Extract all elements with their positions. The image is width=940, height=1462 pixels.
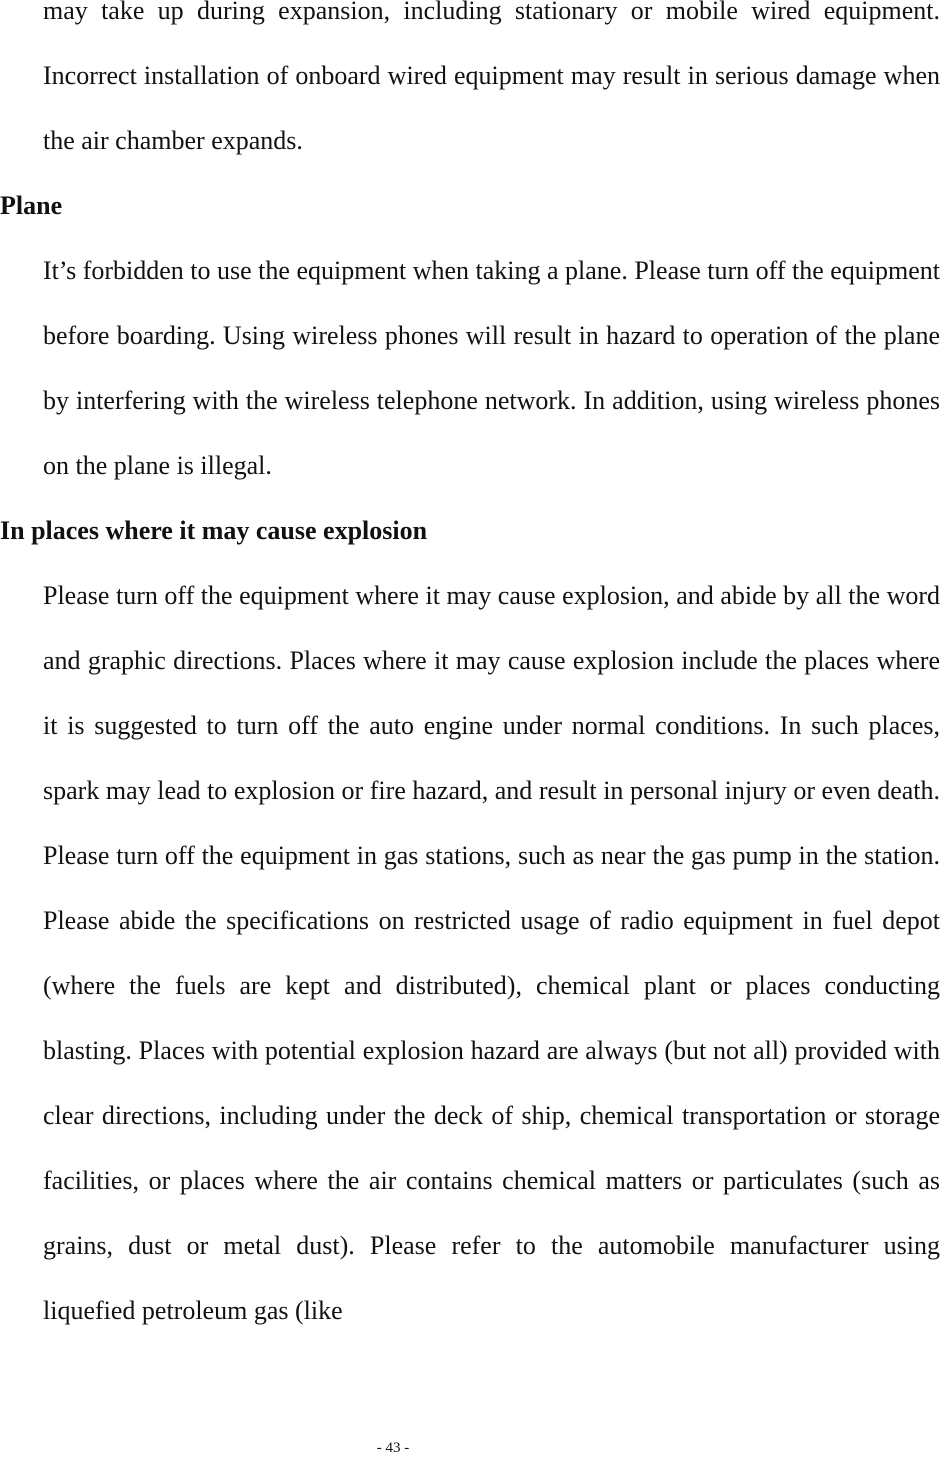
continued-paragraph: may take up during expansion, including stationary or mobile wired equipment. Incorrect installation of onboard wired equipment may result in serious damage when the air chamber expands. xyxy=(43,0,940,155)
explosion-paragraph: Please turn off the equipment where it may cause explosion, and abide by all the word and graphic directions. Places where it may cause explosion include the places where it is suggested to turn off the auto engine under normal conditions. In such places, spark may lead to explosion or fire hazard, and result in personal injury or even death. Please turn off the equipment in gas stations, such as near the gas pump in the station. Please abide the specifications on restricted usage of radio equipment in fuel depot (where the fuels are kept and distributed), chemical plant or places conducting blasting. Places with potential explosion hazard are always (but not all) provided with clear directions, including under the deck of ship, chemical transportation or storage facilities, or places where the air contains chemical matters or particulates (such as grains, dust or metal dust). Please refer to the automobile manufacturer using liquefied petroleum gas (like xyxy=(43,581,940,1325)
plane-paragraph: It’s forbidden to use the equipment when taking a plane. Please turn off the equipment before boarding. Using wireless phones will result in hazard to operation of the plane by interfering with the wireless telephone network. In addition, using wireless phones on the plane is illegal. xyxy=(43,256,940,480)
page-number: - 43 - xyxy=(376,1440,410,1456)
explosion-heading: In places where it may cause explosion xyxy=(0,516,428,545)
plane-heading: Plane xyxy=(0,191,63,220)
